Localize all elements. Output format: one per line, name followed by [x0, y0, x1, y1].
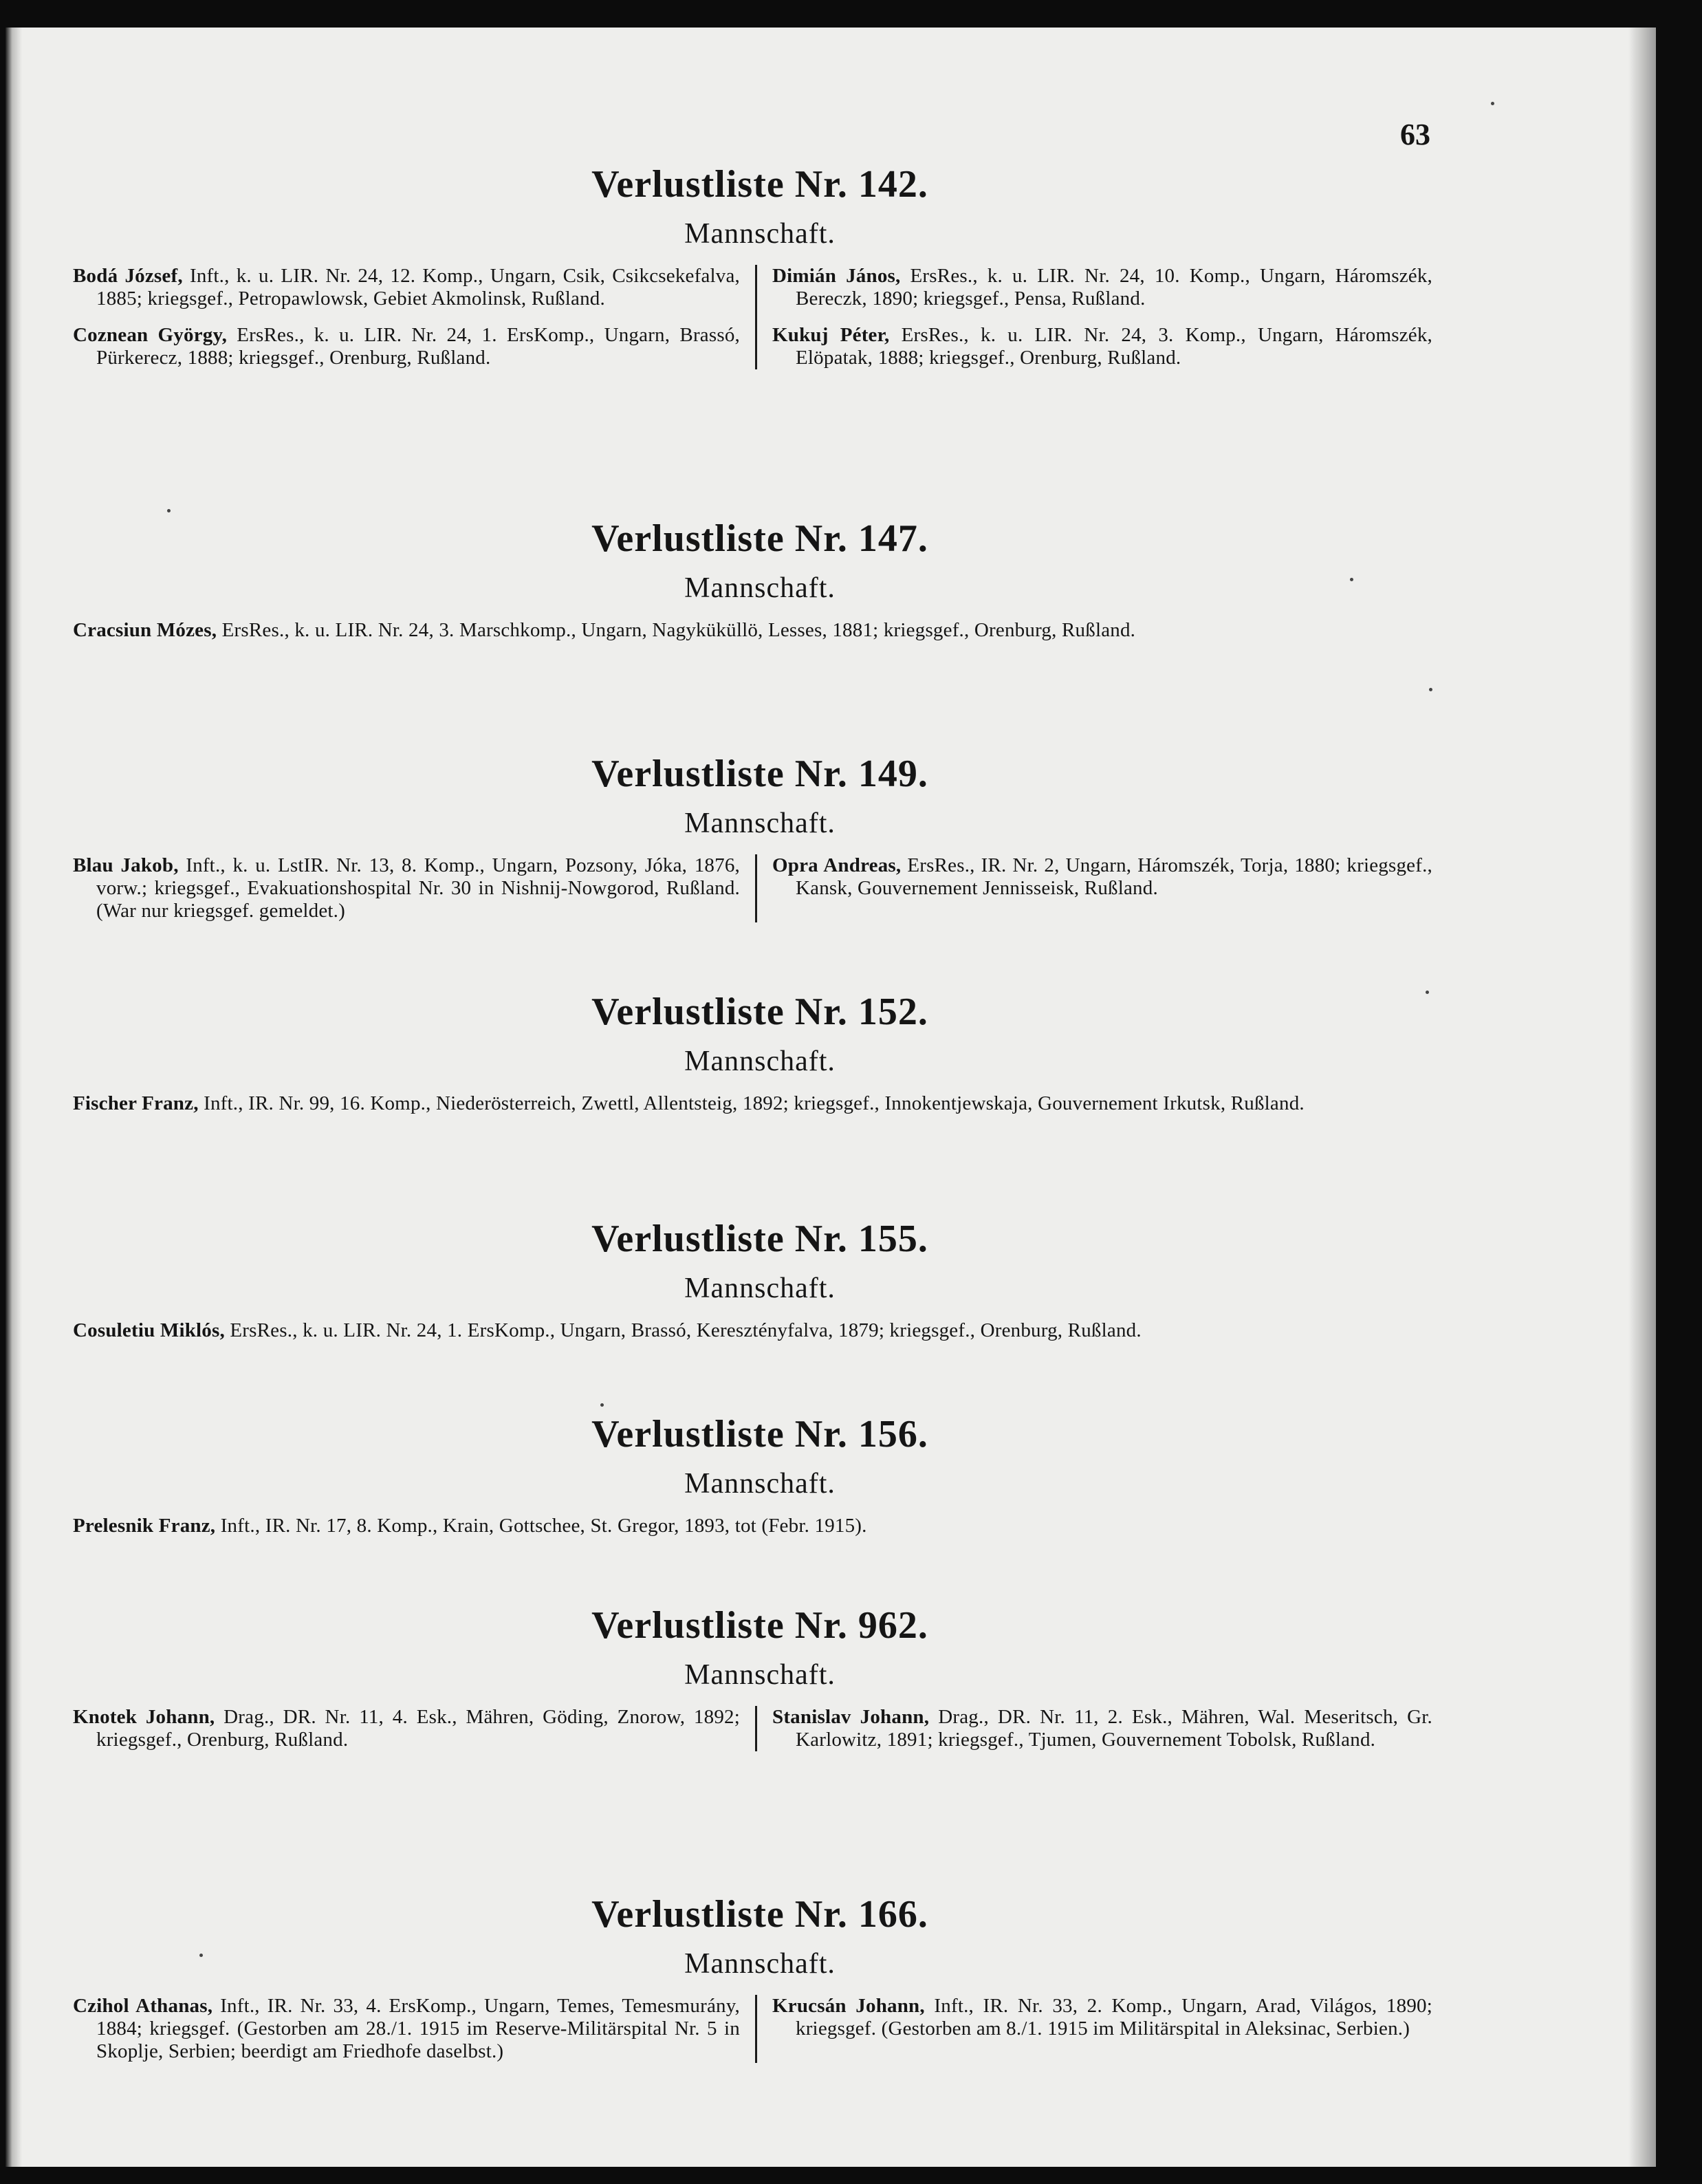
entry-details: Inft., k. u. LstIR. Nr. 13, 8. Komp., Ungarn, Pozsony, Jóka, 1876, vorw.; kriegsgef., Evakuationshospital Nr. 30 in Nishnij-Nowgorod, Rußland. (War nur kriegsgef. gemeldet.) — [96, 854, 740, 922]
section-152 — [73, 989, 1447, 1115]
scan-speck — [199, 1954, 203, 1957]
section-166 — [73, 1892, 1447, 2063]
section-subheading: Mannschaft. — [684, 808, 836, 839]
entry-name: Bodá József, — [73, 265, 183, 287]
two-column-block — [73, 265, 1447, 369]
scan-speck — [600, 1403, 604, 1407]
two-column-block — [73, 1995, 1447, 2063]
document-page — [6, 28, 1656, 2167]
section-142 — [73, 162, 1447, 369]
entry-name: Cosuletiu Miklós, — [73, 1319, 225, 1341]
entry-details: ErsRes., k. u. LIR. Nr. 24, 10. Komp., Ungarn, Háromszék, Bereczk, 1890; kriegsgef., Pensa, Rußland. — [796, 265, 1432, 310]
scan-speck — [1350, 578, 1353, 581]
two-column-block — [73, 1706, 1447, 1751]
entry-details: ErsRes., k. u. LIR. Nr. 24, 3. Komp., Ungarn, Háromszék, Elöpatak, 1888; kriegsgef., Orenburg, Rußland. — [796, 324, 1432, 369]
entry-name: Knotek Johann, — [73, 1706, 215, 1728]
entry-name: Fischer Franz, — [73, 1092, 199, 1114]
scan-left-edge — [6, 28, 22, 2167]
left-column — [73, 854, 757, 922]
section-heading: Verlustliste Nr. 147. — [591, 517, 928, 560]
left-column — [73, 1706, 757, 1751]
scan-speck — [167, 509, 171, 512]
full-width-block — [73, 1319, 1431, 1342]
entry-details: ErsRes., k. u. LIR. Nr. 24, 1. ErsKomp., Ungarn, Brassó, Keresztényfalva, 1879; kriegsgef., Orenburg, Rußland. — [224, 1319, 1142, 1341]
entry-name: Blau Jakob, — [73, 854, 179, 876]
casualty-entry — [772, 1706, 1432, 1751]
section-subheading: Mannschaft. — [684, 1046, 836, 1077]
left-column — [73, 1995, 757, 2063]
casualty-entry — [73, 1319, 1431, 1342]
section-156 — [73, 1412, 1447, 1537]
casualty-entry — [73, 265, 740, 310]
entry-details: ErsRes., k. u. LIR. Nr. 24, 1. ErsKomp., Ungarn, Brassó, Pürkerecz, 1888; kriegsgef., Orenburg, Rußland. — [96, 324, 741, 369]
casualty-entry — [772, 1995, 1432, 2040]
two-column-block — [73, 854, 1447, 922]
entry-name: Prelesnik Franz, — [73, 1515, 216, 1537]
scan-right-shadow — [1628, 28, 1656, 2167]
scan-speck — [1491, 102, 1494, 105]
entry-details: Inft., IR. Nr. 99, 16. Komp., Niederösterreich, Zwettl, Allentsteig, 1892; kriegsgef., Innokentjewskaja, Gouvernement Irkutsk, Rußland. — [198, 1092, 1305, 1114]
section-subheading: Mannschaft. — [684, 1948, 836, 1980]
section-149 — [73, 751, 1447, 922]
section-heading: Verlustliste Nr. 166. — [591, 1893, 928, 1936]
scan-speck — [1429, 688, 1432, 691]
entry-name: Opra Andreas, — [772, 854, 902, 876]
left-column — [73, 265, 757, 369]
section-155 — [73, 1216, 1447, 1342]
casualty-entry — [73, 619, 1431, 642]
entry-name: Czihol Athanas, — [73, 1995, 213, 2017]
casualty-entry — [772, 854, 1432, 900]
right-column — [757, 265, 1432, 369]
right-column — [757, 1706, 1432, 1751]
section-subheading: Mannschaft. — [684, 1659, 836, 1691]
entry-name: Stanislav Johann, — [772, 1706, 930, 1728]
section-heading: Verlustliste Nr. 155. — [591, 1218, 928, 1260]
section-heading: Verlustliste Nr. 152. — [591, 991, 928, 1033]
entry-details: ErsRes., IR. Nr. 2, Ungarn, Háromszék, Torja, 1880; kriegsgef., Kansk, Gouvernement Jennisseisk, Rußland. — [796, 854, 1432, 899]
section-subheading: Mannschaft. — [684, 1273, 836, 1304]
section-heading: Verlustliste Nr. 142. — [591, 163, 928, 206]
section-heading: Verlustliste Nr. 962. — [591, 1604, 928, 1647]
entry-details: Inft., IR. Nr. 33, 2. Komp., Ungarn, Arad, Világos, 1890; kriegsgef. (Gestorben am 8./1. 1915 im Militärspital in Aleksinac, Serbien.) — [796, 1995, 1432, 2040]
section-heading: Verlustliste Nr. 156. — [591, 1413, 928, 1456]
casualty-entry — [772, 324, 1432, 369]
full-width-block — [73, 1515, 1431, 1537]
entry-details: Drag., DR. Nr. 11, 2. Esk., Mähren, Wal. Meseritsch, Gr. Karlowitz, 1891; kriegsgef., Tjumen, Gouvernement Tobolsk, Rußland. — [796, 1706, 1432, 1751]
entry-name: Dimián János, — [772, 265, 901, 287]
full-width-block — [73, 619, 1431, 642]
entry-details: Inft., IR. Nr. 33, 4. ErsKomp., Ungarn, Temes, Temesmurány, 1884; kriegsgef. (Gestorben am 28./1. 1915 im Reserve-Militärspital Nr. 5 in Skoplje, Serbien; beerdigt am Friedhofe daselbst.) — [96, 1995, 740, 2062]
section-subheading: Mannschaft. — [684, 1468, 836, 1500]
entry-name: Cracsiun Mózes, — [73, 619, 217, 641]
scan-speck — [1426, 991, 1429, 994]
full-width-block — [73, 1092, 1431, 1115]
section-147 — [73, 516, 1447, 642]
section-962 — [73, 1603, 1447, 1751]
entry-details: Inft., k. u. LIR. Nr. 24, 12. Komp., Ungarn, Csik, Csikcsekefalva, 1885; kriegsgef., Petropawlowsk, Gebiet Akmolinsk, Rußland. — [96, 265, 741, 310]
section-heading: Verlustliste Nr. 149. — [591, 753, 928, 795]
entry-name: Coznean György, — [73, 324, 228, 346]
page-number: 63 — [1400, 118, 1430, 151]
right-column — [757, 854, 1432, 900]
casualty-entry — [772, 265, 1432, 310]
entry-details: Inft., IR. Nr. 17, 8. Komp., Krain, Gottschee, St. Gregor, 1893, tot (Febr. 1915). — [215, 1515, 867, 1537]
casualty-entry — [73, 854, 740, 922]
casualty-entry — [73, 1515, 1431, 1537]
section-subheading: Mannschaft. — [684, 572, 836, 604]
section-subheading: Mannschaft. — [684, 218, 836, 250]
casualty-entry — [73, 324, 740, 369]
casualty-entry — [73, 1995, 740, 2063]
entry-name: Krucsán Johann, — [772, 1995, 925, 2017]
entry-details: Drag., DR. Nr. 11, 4. Esk., Mähren, Göding, Znorow, 1892; kriegsgef., Orenburg, Rußland. — [96, 1706, 740, 1751]
casualty-entry — [73, 1706, 740, 1751]
right-column — [757, 1995, 1432, 2040]
entry-name: Kukuj Péter, — [772, 324, 890, 346]
casualty-entry — [73, 1092, 1431, 1115]
entry-details: ErsRes., k. u. LIR. Nr. 24, 3. Marschkomp., Ungarn, Nagyküküllö, Lesses, 1881; kriegsgef., Orenburg, Rußland. — [217, 619, 1136, 641]
